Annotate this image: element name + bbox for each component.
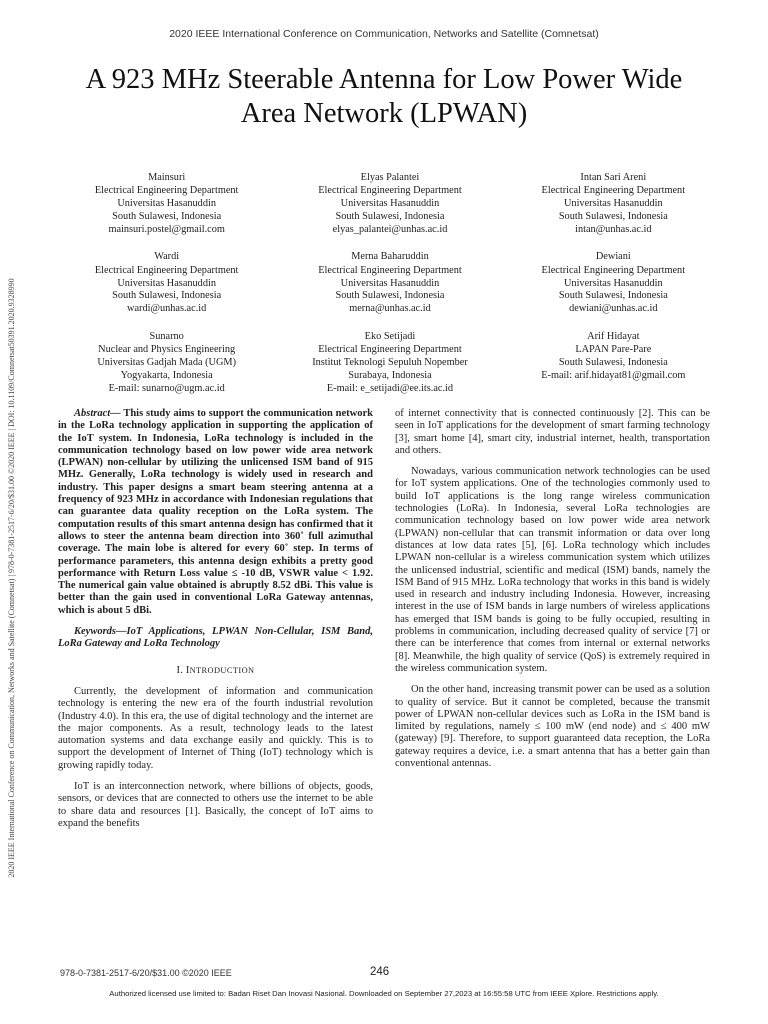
author-location: South Sulawesi, Indonesia [558,290,668,302]
author-email: elyas_palantei@unhas.ac.id [332,223,448,235]
section-title-rest: NTRODUCTION [189,665,255,675]
body-paragraph: Nowadays, various communication network technologies can be used for IoT system applications. One of the technologies commonly used to build IoT applications is the long range wireless communication technologies (LoRa). In Indonesia, several LoRa technologies are communication technology based on low power wide area network (LPWAN) non-cellular that can transmit information or data over long distances at low data rates [5], [6]. LoRa technology which includes LPWAN non-cellular is a wireless communication system which utilizes the unlicensed industrial, scientific and medical (ISM) bands, namely the ISM Band of 915 MHz. LoRa technology that works in this band is widely used in research and industry including Indonesia. However, increasing interest in the use of ISM bands in large numbers of wireless applications has emerged that ISM bands is going to be fully occupied, resulting in problems in communication, including decreased quality of service [7] or there can be interference that comes from internal or external networks [8]. Meanwhile, the high quality of service (QoS) is extremely required in the wireless communication system. [395,466,710,674]
paper-title-line-2: Area Network (LPWAN) [240,98,528,129]
author-email: intan@unhas.ac.id [575,223,652,235]
author-name: Elyas Palantei [360,172,420,183]
author-email: mainsuri.postel@gmail.com [108,223,225,235]
author-name: Mainsuri [148,172,186,183]
author-block [55,331,278,395]
author-block [502,331,725,395]
author-affiliation: Electrical Engineering Department [318,185,462,197]
author-email: merna@unhas.ac.id [349,303,431,315]
author-affiliation: Institut Teknologi Sepuluh Nopember [312,357,468,369]
author-block [278,251,501,315]
author-location: Yogyakarta, Indonesia [120,369,213,381]
footer-isbn: 978-0-7381-2517-6/20/$31.00 ©2020 IEEE [60,968,232,978]
author-affiliation: Universitas Hasanuddin [563,198,663,210]
abstract [58,408,373,617]
page-number: 246 [370,966,390,978]
author-affiliation: Universitas Hasanuddin [340,277,440,289]
license-notice: Authorized licensed use limited to: Badan Riset Dan Inovasi Nasional. Downloaded on September 27,2023 at 16:55:58 UTC from IEEE Xplore. Restrictions apply. [109,989,659,998]
abstract-label: Abstract— [74,408,121,419]
body-paragraph: IoT is an interconnection network, where billions of objects, goods, sensors, or devices that are connected to others use the internet to be able to share data and resources [1]. Basically, the concept of IoT aims to expand the benefits [58,781,373,829]
author-location: South Sulawesi, Indonesia [558,210,668,222]
paper-title [40,63,728,131]
author-affiliation: Universitas Hasanuddin [117,277,216,289]
author-name: Merna Baharuddin [351,251,429,263]
author-affiliation: Universitas Gadjah Mada (UGM) [97,357,236,369]
author-grid [55,172,725,395]
author-email: E-mail: e_setijadi@ee.its.ac.id [326,382,454,394]
author-location: South Sulawesi, Indonesia [335,210,445,222]
author-email: dewiani@unhas.ac.id [569,303,658,315]
author-block [278,331,501,395]
abstract-text: This study aims to support the communication network in the LoRa technology application in supporting the application of the IoT system. In Indonesia, LoRa technology is included in the communication technology based on low power wide area network (LPWAN) non-cellular by utilizing the unlicensed ISM band of 915 MHz. Generally, LoRa technology is widely used in research and industry. This paper designs a smart beam steering antenna at a frequency of 923 MHz in accordance with Indonesian regulations that can guarantee data quality reception on the LoRa system. The computation results of this smart antenna design has confirmed that it allows to steer the antenna beam direction into 360˚ full azimuthal coverage. The main lobe is altered for every 60˚ step. In terms of performance parameters, this antenna design exhibits a pretty good performance with Return Loss value ≤ -10 dB, VSWR value < 1.92. The numerical gain value obtained is abruptly 8.52 dBi. This value is better than the gain used in conventional LoRa Gateway antennas, which is about 5 dBi. [58,408,373,616]
author-name: Wardi [154,251,180,263]
author-affiliation: Universitas Hasanuddin [340,198,440,210]
keywords: Keywords—IoT Applications, LPWAN Non-Cellular, ISM Band, LoRa Gateway and LoRa Technology [58,626,373,650]
conference-header: 2020 IEEE International Conference on Communication, Networks and Satellite (Comnetsat) [169,28,599,40]
author-affiliation: Nuclear and Physics Engineering [98,344,236,356]
author-affiliation: Electrical Engineering Department [94,185,239,197]
author-location: Surabaya, Indonesia [348,369,432,381]
right-column [395,408,710,779]
author-email: wardi@unhas.ac.id [127,303,207,315]
paper-title-line-1: A 923 MHz Steerable Antenna for Low Power Wide [85,64,683,95]
author-email: E-mail: arif.hidayat81@gmail.com [541,369,686,381]
author-affiliation: Universitas Hasanuddin [117,198,216,210]
author-affiliation: Electrical Engineering Department [541,264,686,276]
author-affiliation: Electrical Engineering Department [94,264,239,276]
author-block [55,251,278,315]
author-affiliation: LAPAN Pare-Pare [575,344,652,356]
author-name: Sunarno [149,330,184,342]
author-block [55,172,278,236]
author-name: Eko Setijadi [364,330,416,342]
author-location: South Sulawesi, Indonesia [335,290,445,302]
section-initial: I [185,664,190,676]
body-paragraph: of internet connectivity that is connected continuously [2]. This can be seen in IoT applications for the development of smart farming technology [3], smart home [4], smart city, industrial internet, health, transportation and others. [395,408,710,456]
author-affiliation: Electrical Engineering Department [318,264,462,276]
author-affiliation: Universitas Hasanuddin [563,277,663,289]
section-numeral: I. [176,664,186,676]
author-affiliation: Electrical Engineering Department [541,185,686,197]
author-block [502,172,725,236]
author-location: South Sulawesi, Indonesia [112,290,222,302]
author-location: South Sulawesi, Indonesia [558,357,668,369]
author-affiliation: Electrical Engineering Department [318,344,462,356]
author-name: Dewiani [595,251,631,263]
left-column [58,408,373,839]
author-email: E-mail: sunarno@ugm.ac.id [108,382,225,394]
section-heading-introduction [58,665,373,677]
side-doi-stamp: 2020 IEEE International Conference on Communication, Networks and Satellite (Comnetsat) | 978-0-7381-2517-6/20/$31.00 ©2020 IEEE | DOI: 10.1109/Comnetsat50391.2020.9328990 [7,278,16,878]
author-block [278,172,501,236]
author-location: South Sulawesi, Indonesia [112,210,222,222]
author-name: Intan Sari Areni [580,172,647,183]
author-block [502,251,725,315]
body-paragraph: Currently, the development of information and communication technology is entering the new era of the fourth industrial revolution (Industry 4.0). In this era, the use of digital technology and the internet are the major components. As a result, technology leads to the latest automation systems and data exchange easily and quickly. This is to support the development of Internet of Thing (IoT) technology which is growing rapidly today. [58,685,373,771]
author-name: Arif Hidayat [587,330,640,342]
body-paragraph: On the other hand, increasing transmit power can be used as a solution to quality of service. But it cannot be completed, because the transmit power of LPWAN non-cellular devices such as LoRa in the ISM band is limited by regulations, namely ≤ 100 mW (end node) and ≤ 400 mW (gateway) [9]. Therefore, to support guaranteed data reception, the LoRa gateway requires a device, i.e. a smart antenna that has a better gain than conventional antennas. [395,684,710,770]
